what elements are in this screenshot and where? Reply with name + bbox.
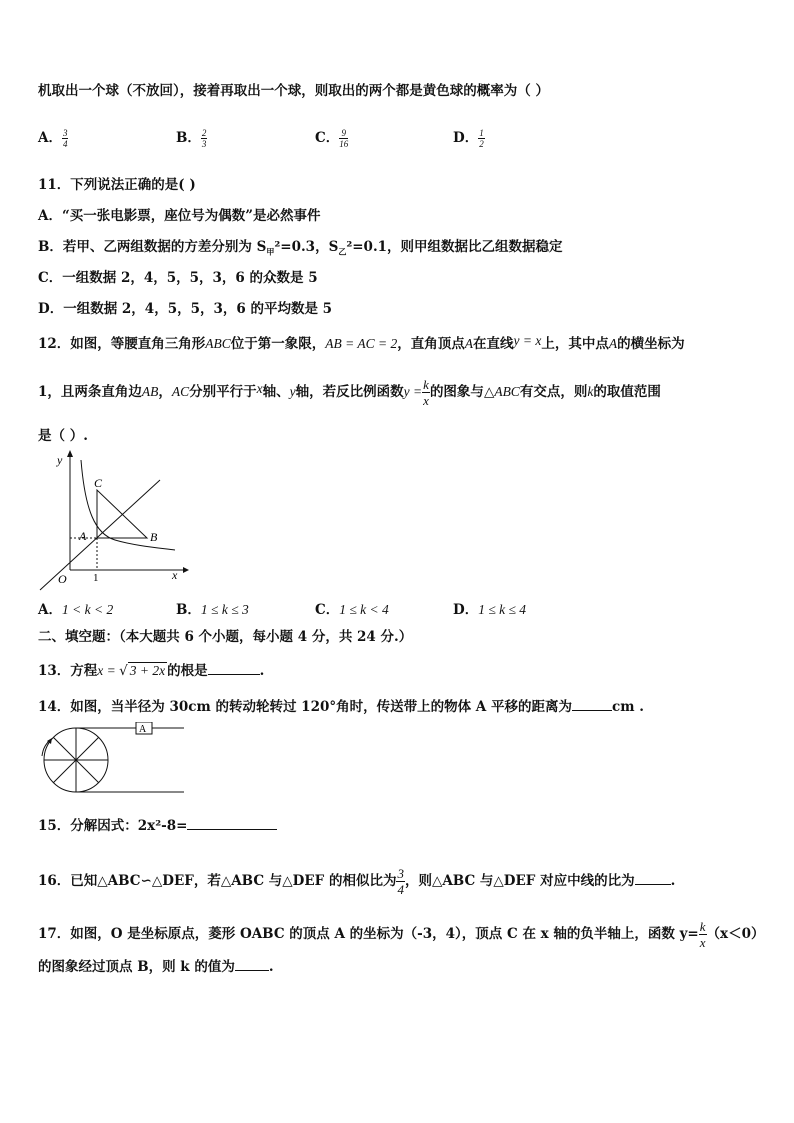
q12-option-d: D．1 ≤ k ≤ 4 [453, 602, 527, 618]
q12-option-a: A．1 < k < 2 [38, 602, 114, 618]
q12-line3: 是（ ）. [38, 428, 88, 444]
q12-fig-c-label: C [94, 476, 103, 490]
section-2-heading: 二、填空题：（本大题共 6 个小题，每小题 4 分，共 24 分.） [38, 629, 413, 645]
q12-fig-b-label: B [150, 530, 158, 544]
q15-answer-blank[interactable] [187, 815, 277, 830]
q17-line2: 的图象经过顶点 B，则 k 的值为 . [38, 956, 274, 977]
q12-option-c: C．1 ≤ k < 4 [315, 602, 389, 618]
q12-option-b: B．1 ≤ k ≤ 3 [176, 602, 249, 618]
q13-line: 13．方程x = √ 3 + 2x 的根是 . [38, 660, 264, 681]
q17-answer-blank[interactable] [235, 956, 269, 971]
q14-answer-blank[interactable] [572, 696, 612, 711]
q10-option-b: B． $\frac{2}{3}$ [176, 128, 207, 149]
q12-line1: 12．如图，等腰直角三角形ABC位于第一象限，AB = AC = 2，直角顶点A在直线y = x上，其中点A的横坐标为 [38, 333, 685, 352]
q12-fig-x-label: x [172, 568, 178, 582]
q11-option-c: C．一组数据 2，4，5，5，3，6 的众数是 5 [38, 270, 318, 286]
q12-fig-y-label: y [57, 453, 63, 467]
q12-fig-one-label: 1 [93, 572, 99, 584]
q16-line: 16．已知△ABC∽△DEF，若△ABC 与△DEF 的相似比为 $\frac{3}{4}$ ，则△ABC 与△DEF 对应中线的比为 . [38, 866, 676, 897]
q12-line2: 1，且两条直角边AB，AC分别平行于x轴、y轴，若反比例函数y = $\frac{k}{x}$ 的图象与△ABC有交点，则k的取值范围 [38, 377, 661, 408]
q14-line: 14．如图，当半径为 30cm 的转动轮转过 120°角时，传送带上的物体 A 平移的距离为 cm . [38, 696, 644, 717]
q10-line: 机取出一个球（不放回），接着再取出一个球，则取出的两个都是黄色球的概率为（ ） [38, 83, 549, 99]
q12-fig-a-label: A [79, 529, 87, 543]
q10-option-d: D． $\frac{1}{2}$ [453, 128, 484, 149]
q17-line1: 17．如图，O 是坐标原点，菱形 OABC 的顶点 A 的坐标为（-3，4），顶点 C 在 x 轴的负半轴上，函数 y= $\frac{k}{x}$ （x＜0） [38, 919, 765, 950]
q11-option-d: D．一组数据 2，4，5，5，3，6 的平均数是 5 [38, 301, 333, 317]
q12-fig-o-label: O [58, 572, 67, 586]
q15-line: 15．分解因式：2x²-8= [38, 815, 277, 836]
q14-figure [36, 722, 186, 802]
q16-answer-blank[interactable] [635, 870, 671, 885]
q12-figure [35, 450, 190, 595]
q14-box-a-label: A [139, 724, 147, 735]
q13-answer-blank[interactable] [208, 660, 260, 675]
q11-option-a: A．“买一张电影票，座位号为偶数”是必然事件 [38, 208, 321, 224]
q11-stem: 11．下列说法正确的是( ) [38, 177, 196, 193]
q10-option-a: A． $\frac{3}{4}$ [38, 128, 68, 149]
q10-option-c: C． $\frac{9}{16}$ [315, 128, 349, 149]
q11-option-b: B．若甲、乙两组数据的方差分别为 $S_甲^2=0.3$，$S_乙^2=0.1$，则甲组数据比乙组数据稳定 [38, 239, 563, 257]
